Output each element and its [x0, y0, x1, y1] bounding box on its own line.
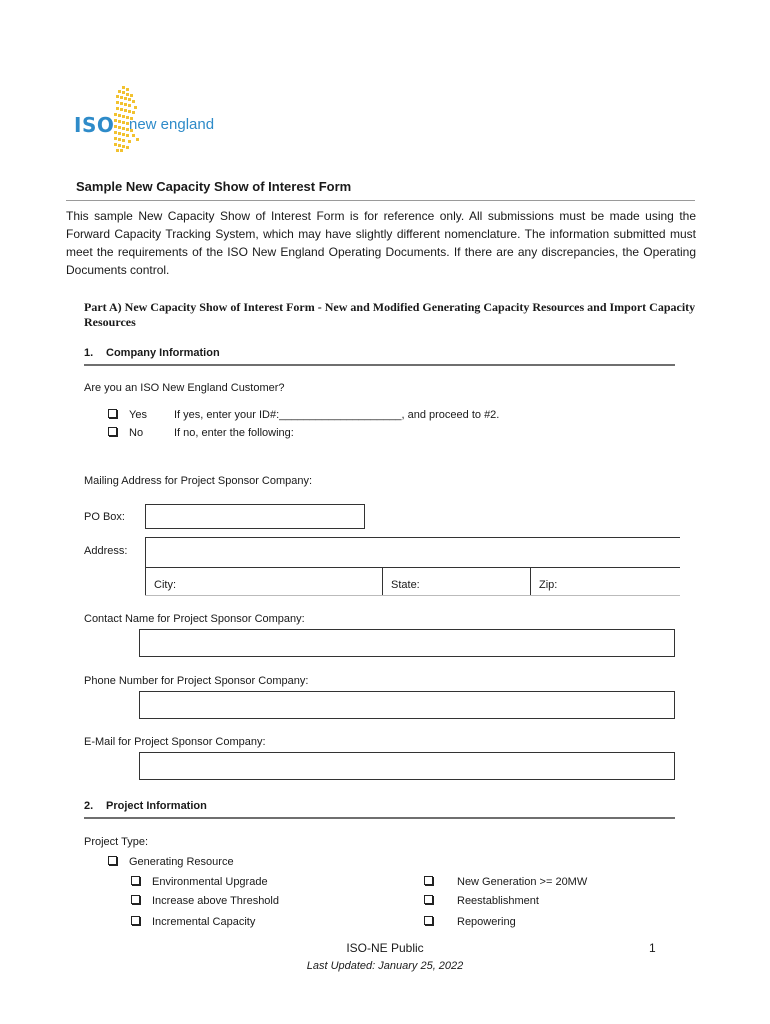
document-title: Sample New Capacity Show of Interest Form [76, 179, 352, 194]
contact-name-label: Contact Name for Project Sponsor Company: [84, 613, 305, 625]
intro-paragraph: This sample New Capacity Show of Interest Form is for reference only. All submissions must be made using the Forward Capacity Tracking System, which may have slightly different nomenclature. The information submitted must meet the requirements of the ISO New England Operating Documents. If there are any discrepancies, the Operating Documents control. [66, 209, 696, 277]
address-bottom-rule [145, 595, 680, 596]
no-label: No [129, 427, 144, 439]
state-label[interactable]: State: [391, 579, 420, 591]
repowering-checkbox[interactable] [424, 916, 433, 925]
email-input[interactable] [139, 752, 675, 780]
city-state-divider [382, 567, 383, 595]
footer-last-updated: Last Updated: January 25, 2022 [306, 960, 464, 972]
section-2-heading [84, 800, 207, 812]
po-box-label: PO Box: [84, 511, 125, 523]
no-instruction: If no, enter the following: [174, 427, 294, 439]
contact-name-input[interactable] [139, 629, 675, 657]
new-generation-checkbox[interactable] [424, 876, 433, 885]
increase-above-threshold-checkbox[interactable] [131, 895, 140, 904]
new-generation-label: New Generation >= 20MW [457, 876, 588, 888]
section-1-divider [84, 364, 675, 366]
logo-name-text: new england [129, 116, 215, 133]
reestablishment-checkbox[interactable] [424, 895, 433, 904]
section-2-number: 2. [84, 800, 94, 812]
option-no-row[interactable] [108, 427, 294, 439]
yes-label: Yes [129, 409, 147, 421]
repowering-label: Repowering [457, 916, 516, 928]
section-1-title: Company Information [106, 347, 220, 359]
no-checkbox[interactable] [108, 427, 117, 436]
environmental-upgrade-checkbox[interactable] [131, 876, 140, 885]
address-divider [145, 567, 680, 568]
section-1-number: 1. [84, 347, 94, 359]
part-a-heading: Part A) New Capacity Show of Interest Form - New and Modified Generating Capacity Resources and Import Capacity Resources [84, 300, 696, 329]
generating-resource-checkbox[interactable] [108, 856, 117, 865]
logo-iso-text: ISO [74, 113, 115, 137]
option-repowering[interactable] [424, 916, 516, 928]
city-label[interactable]: City: [154, 579, 176, 591]
generating-resource-label: Generating Resource [129, 856, 234, 868]
section-2-divider [84, 817, 675, 819]
address-label: Address: [84, 545, 128, 557]
yes-instruction: If yes, enter your ID#:____________________, and proceed to #2. [174, 409, 500, 421]
footer-classification: ISO-NE Public [346, 941, 424, 955]
zip-label[interactable]: Zip: [539, 579, 558, 591]
section-2-title: Project Information [106, 800, 207, 812]
email-label: E-Mail for Project Sponsor Company: [84, 736, 266, 748]
option-incremental-capacity[interactable] [131, 916, 256, 928]
environmental-upgrade-label: Environmental Upgrade [152, 876, 268, 888]
option-yes-row[interactable] [108, 409, 500, 421]
section-1-heading [84, 347, 220, 359]
option-environmental-upgrade[interactable] [131, 876, 268, 888]
title-divider [66, 200, 695, 201]
option-reestablishment[interactable] [424, 895, 539, 907]
reestablishment-label: Reestablishment [457, 895, 539, 907]
yes-checkbox[interactable] [108, 409, 117, 418]
state-zip-divider [530, 567, 531, 595]
project-type-label: Project Type: [84, 836, 148, 848]
incremental-capacity-checkbox[interactable] [131, 916, 140, 925]
mailing-address-label: Mailing Address for Project Sponsor Company: [84, 475, 313, 487]
incremental-capacity-label: Incremental Capacity [152, 916, 256, 928]
generating-resource-row[interactable] [108, 856, 234, 868]
phone-input[interactable] [139, 691, 675, 719]
page-number: 1 [649, 941, 656, 955]
po-box-input[interactable] [145, 504, 365, 529]
option-new-generation[interactable] [424, 876, 588, 888]
increase-above-threshold-label: Increase above Threshold [152, 895, 279, 907]
customer-question: Are you an ISO New England Customer? [84, 382, 285, 394]
option-increase-above-threshold[interactable] [131, 895, 279, 907]
phone-label: Phone Number for Project Sponsor Company: [84, 675, 309, 687]
